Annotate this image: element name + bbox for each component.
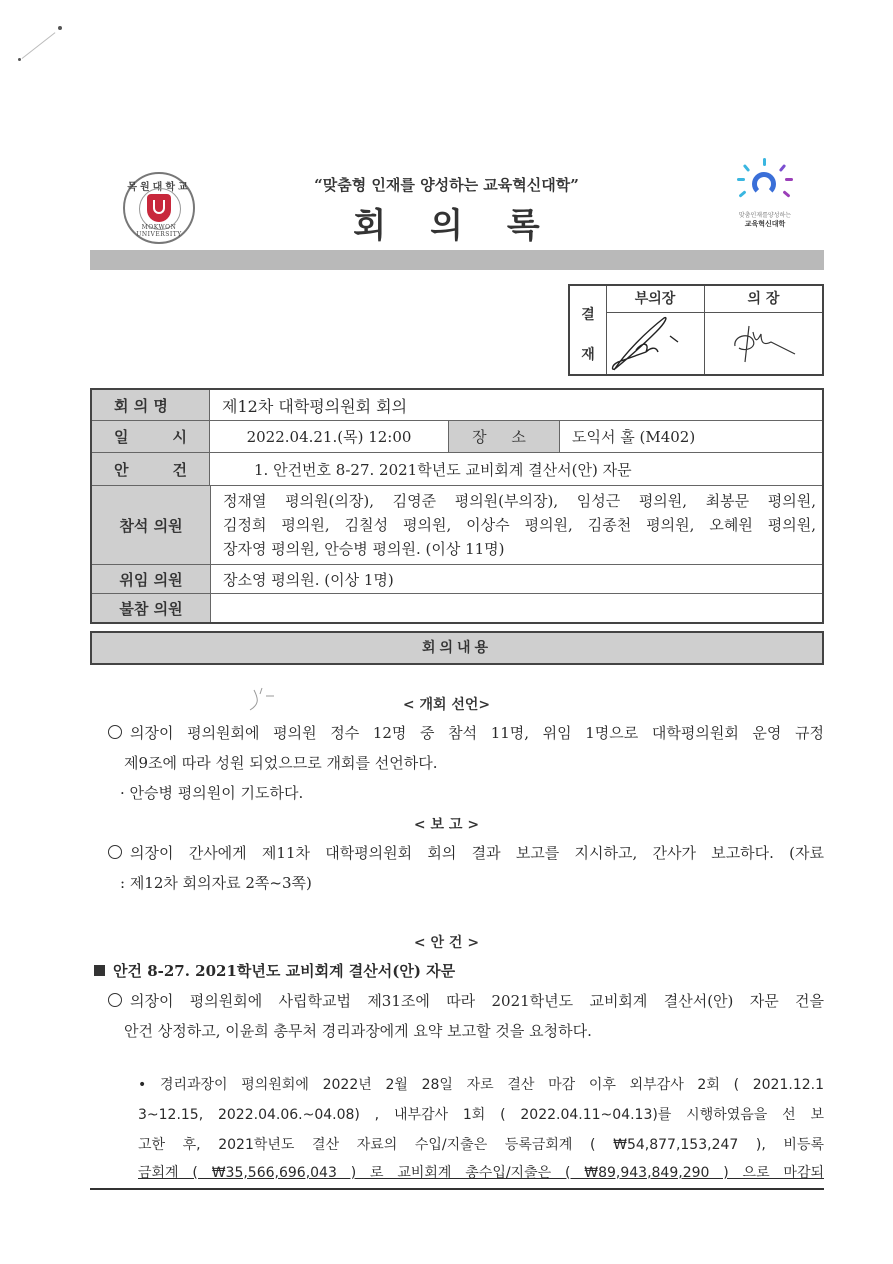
report-detail-line: 금회계 ( ₩35,566,696,043 ) 로 교비회계 총수입/지출은 ( ₩89,943,849,290 ) 으로 마감되 <box>138 1165 824 1181</box>
row-absent <box>92 594 822 622</box>
label-char: 시 <box>172 428 187 446</box>
label-datetime <box>92 421 210 452</box>
ray-icon <box>738 190 746 197</box>
agenda-item-text: 안건 8-27. 2021학년도 교비회계 결산서(안) 자문 <box>113 962 456 980</box>
logo-caption: 맞춤인재를양성하는 <box>738 212 792 219</box>
report-detail-line: 3~12.15, 2022.04.06.~04.08) , 내부감사 1회 ( 2022.04.11~04.13)를 시행하였음을 선 보 <box>138 1107 824 1123</box>
report-detail-line: 고한 후, 2021학년도 결산 자료의 수입/지출은 등록금회계 ( ₩54,877,153,247 ), 비등록 <box>138 1137 824 1153</box>
opening-prayer: · 안승병 평의원이 기도하다. <box>120 784 304 802</box>
ray-icon <box>737 178 745 181</box>
seal-top-text: 목원대학교 <box>127 182 191 193</box>
opening-text: 의장이 평의원회에 평의원 정수 12명 중 참석 11명, 위임 1명으로 대학평의원회 운영 규정 <box>130 724 824 742</box>
label-char: 안 <box>114 460 129 479</box>
ray-icon <box>743 164 750 172</box>
circle-bullet-icon <box>108 993 122 1007</box>
approval-box <box>568 284 824 376</box>
approval-vice-chair-title: 부의장 <box>606 286 704 313</box>
signature-icon <box>705 312 822 374</box>
label-char: 일 <box>114 428 129 446</box>
agenda-para-line2: 안건 상정하고, 이윤희 총무처 경리과장에게 요약 보고할 것을 요청하다. <box>124 1022 592 1040</box>
seal-bottom-text: MOKWON UNIVERSITY <box>136 224 182 238</box>
square-bullet-icon <box>94 965 105 976</box>
circle-bullet-icon <box>108 845 122 859</box>
approval-chair-title: 의 장 <box>705 286 822 313</box>
label-text: 회 의 명 <box>114 396 168 415</box>
page-bottom-rule <box>90 1188 824 1190</box>
value-absent <box>211 594 822 622</box>
signature-icon <box>606 312 704 374</box>
report-text: 의장이 간사에게 제11차 대학평의원회 회의 결과 보고를 지시하고, 간사가 보고하다. (자료 <box>130 844 824 862</box>
logo-caption-bold: 교육혁신대학 <box>744 220 786 228</box>
value-datetime: 2022.04.21.(목) 12:00 <box>210 421 449 452</box>
row-agenda <box>92 453 822 486</box>
ray-icon <box>763 158 766 166</box>
label-place: 장 소 <box>449 421 560 452</box>
section-title-opening: < 개회 선언> <box>402 697 491 713</box>
opening-para-line2: 제9조에 따라 성원 되었으므로 개회를 선언하다. <box>124 754 438 772</box>
row-datetime <box>92 421 822 453</box>
section-title-agenda: < 안 건 > <box>413 935 480 951</box>
approval-chair <box>705 286 822 374</box>
approval-vice-chair <box>606 286 705 374</box>
scan-speck <box>18 58 21 61</box>
agenda-para-line1 <box>108 986 824 1016</box>
opening-para-line1 <box>108 718 824 748</box>
report-detail-line: • 경리과장이 평의원회에 2022년 2월 28일 자로 결산 마감 이후 외부감사 2회 ( 2021.12.1 <box>138 1077 824 1093</box>
ray-icon <box>785 178 793 181</box>
row-delegated <box>92 565 822 594</box>
approval-label-top: 결 <box>581 307 595 323</box>
label-delegated: 위임 의원 <box>92 565 211 593</box>
slogan: “맞춤형 인재를 양성하는 교육혁신대학” <box>314 176 579 194</box>
label-char: 건 <box>172 460 187 479</box>
label-attendees: 참석 의원 <box>92 486 211 564</box>
content-section-header: 회의내용 <box>90 631 824 665</box>
attendees-line: 정재열 평의원(의장), 김영준 평의원(부의장), 임성근 평의원, 최봉문 평의원, <box>223 492 816 510</box>
ray-icon <box>782 190 790 197</box>
page-title: 회의록 <box>353 206 584 246</box>
label-agenda <box>92 453 210 485</box>
ray-icon <box>779 164 786 172</box>
approval-side-label <box>570 286 607 374</box>
lightbulb-logo-icon <box>733 158 797 234</box>
circle-bullet-icon <box>108 725 122 739</box>
agenda-item-title <box>94 956 455 986</box>
label-meeting-name <box>92 390 210 420</box>
attendees-line: 김정희 평의원, 김칠성 평의원, 이상수 평의원, 김종천 평의원, 오혜원 평의원, <box>223 516 816 534</box>
value-delegated: 장소영 평의원. (이상 1명) <box>223 570 394 589</box>
scan-line <box>22 32 56 59</box>
value-place: 도익서 홀 (M402) <box>572 428 696 446</box>
agenda-text: 의장이 평의원회에 사립학교법 제31조에 따라 2021학년도 교비회계 결산서(안) 자문 건을 <box>130 992 824 1010</box>
meeting-info-table <box>90 388 824 624</box>
value-meeting-name: 제12차 대학평의원회 회의 <box>222 396 408 416</box>
header-divider-band <box>90 250 824 270</box>
approval-label-bottom: 재 <box>581 347 595 363</box>
row-attendees <box>92 486 822 565</box>
section-title-report: < 보 고 > <box>413 817 480 833</box>
attendees-line: 장자영 평의원, 안승병 평의원. (이상 11명) <box>223 540 505 558</box>
bulb-shape <box>752 172 776 196</box>
report-line1 <box>108 838 824 868</box>
scan-speck <box>58 26 62 30</box>
row-meeting-name <box>92 390 822 421</box>
value-agenda: 1. 안건번호 8-27. 2021학년도 교비회계 결산서(안) 자문 <box>254 460 632 479</box>
report-line2: : 제12차 회의자료 2쪽~3쪽) <box>120 874 312 892</box>
value-attendees <box>211 486 822 564</box>
label-absent: 불참 의원 <box>92 594 211 622</box>
